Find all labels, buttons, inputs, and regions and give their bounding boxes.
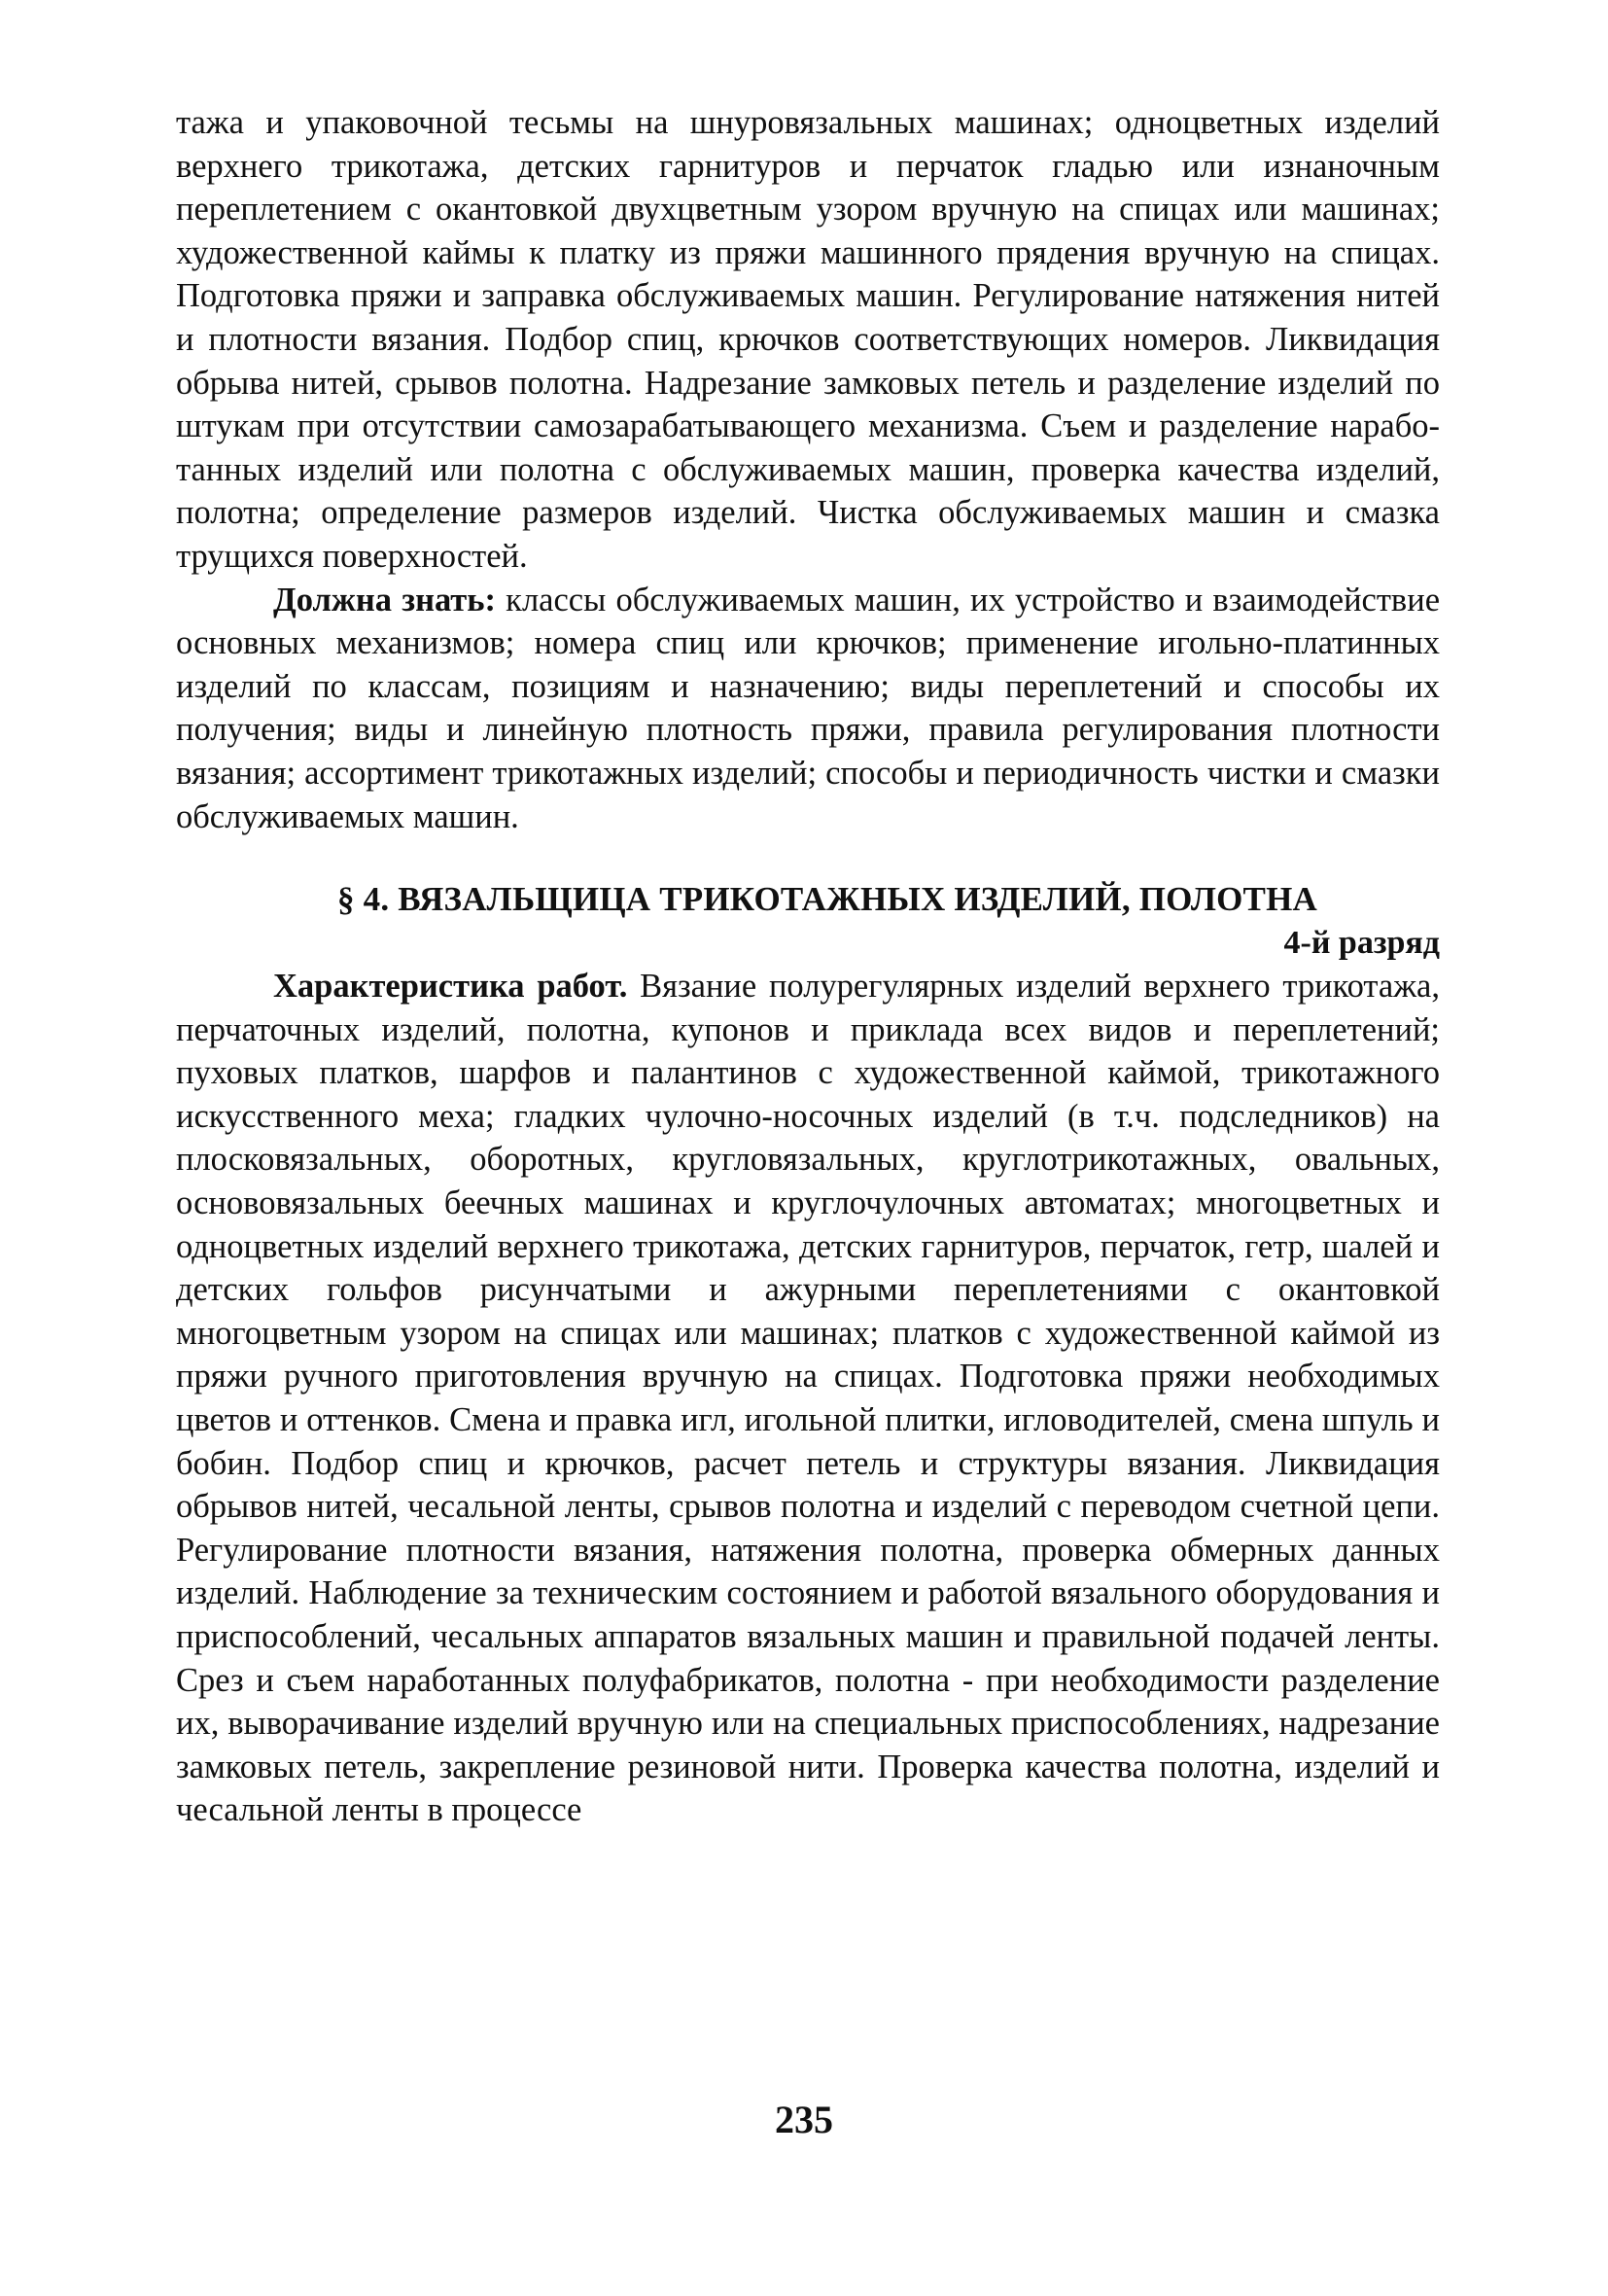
knowledge-text: классы обслуживаемых машин, их устройство и взаимодействие основных механизмов; номера спиц или крючков; применение игольно-платинных изделий по классам, позициям и назначению; виды переплетений и способы их получения; виды и линейную плотность пряжи, правила регулирования плотности вязания; ассортимент трикотажных изделий; способы и периодичность чистки и смазки обслуживаемых машин. [176, 581, 1441, 835]
work-paragraph [176, 965, 1440, 1832]
section-title: § 4. ВЯЗАЛЬЩИЦА ТРИКОТАЖНЫХ ИЗДЕЛИЙ, ПОЛОТНА [337, 880, 1317, 919]
body-text [176, 101, 1440, 1832]
knowledge-paragraph [176, 579, 1440, 839]
page-number: 235 [775, 2098, 833, 2141]
grade-label: 4-й разряд [1283, 925, 1440, 962]
paragraph-continued: тажа и упаковочной тесьмы на шнуровязальных машинах; одноцветных изделий верхнего трикотажа, детских гарнитуров и перчаток гладью или изнаночным переплетением с окантовкой двухцветным узором вручную на спицах или машинах; художественной каймы к платку из пряжи машинного прядения вручную на спицах. Подготовка пряжи и заправка обслуживаемых машин. Регулирование натяжения нитей и плотности вязания. Подбор спиц, крючков соответствующих номеров. Ликвидация обрыва нитей, срывов полотна. Надрезание замковых петель и разделение изделий по штукам при отсутствии самозарабатывающего механизма. Съем и разделение наработанных изделий или полотна с обслуживаемых машин, проверка качества изделий, полотна; определение размеров изделий. Чистка обслуживаемых машин и смазка трущихся поверхностей. [176, 104, 1440, 575]
knowledge-label: Должна знать: [273, 581, 496, 618]
work-text: Вязание полурегулярных изделий верхнего трикотажа, перчаточных изделий, полотна, купонов и приклада всех видов и переплетений; пуховых платков, шарфов и палантинов с художественной каймой, трикотажного искусственного меха; гладких чулочно-носочных изделий (в т.ч. подследников) на плосковязальных, оборотных, кругловязальных, круглотрикотажных, овальных, основовязальных беечных машинах и круглочулочных автоматах; многоцветных и одноцветных изделий верхнего трикотажа, детских гарнитуров, перчаток, гетр, шалей и детских гольфов рисунчатыми и ажурными переплетениями с окантовкой многоцветным узором на спицах или машинах; платков с художественной каймой из пряжи ручного приготовления вручную на спицах. Подготовка пряжи необходимых цветов и оттенков. Смена и правка игл, игольной плитки, игловодителей, смена шпуль и бобин. Подбор спиц и крючков, расчет петель и структуры вязания. Ликвидация обрывов нитей, чесальной ленты, срывов полотна и изделий с переводом счетной цепи. Регулирование плотности вязания, натяжения полотна, проверка обмерных данных изделий. Наблюдение за техническим состоянием и работой вязального оборудования и приспособлений, чесальных аппаратов вязальных машин и правильной подачей ленты. Срез и съем наработанных полуфабрикатов, полотна - при необходимости разделение их, выворачивание изделий вручную или на специальных приспособлениях, надрезание замковых петель, закрепление резиновой нити. Проверка качества полотна, изделий и чесальной ленты в процессе [176, 968, 1440, 1829]
work-label: Характеристика работ. [273, 968, 628, 1006]
